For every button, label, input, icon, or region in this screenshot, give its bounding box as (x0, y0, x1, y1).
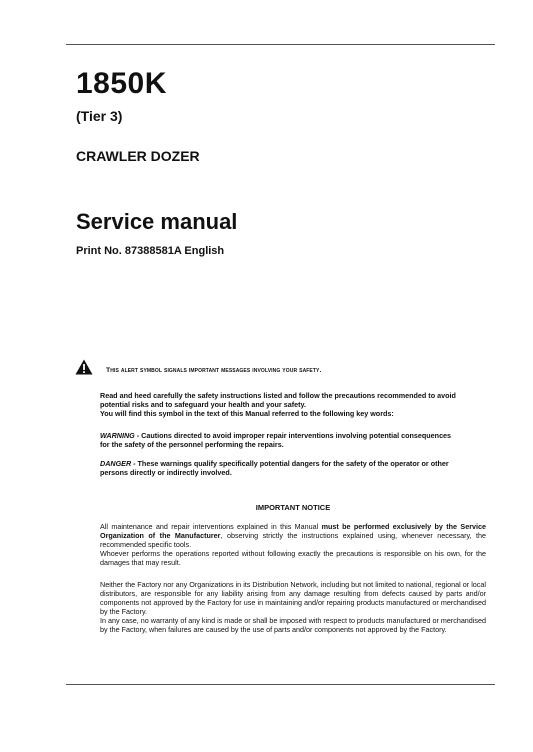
notice-emphasis: must be performed exclusively by the Service Organization of the Manufacturer (100, 522, 486, 540)
danger-definition (100, 459, 486, 477)
alert-symbol-heading: This alert symbol signals important messages involving your safety. (106, 367, 322, 374)
warning-text: - Cautions directed to avoid improper repair interventions involving potential consequences (134, 431, 452, 440)
notice-text: Neither the Factory nor any Organizations in its Distribution Network, including but not limited to national, regional or local distributors, are responsible for any liability arising from any damage resulting from defects caused by parts and/or components not approved by the Factory for use in maintaining and/or repairing products manufactured or merchandised by the Factory. (100, 580, 486, 616)
safety-intro-line: potential risks and to safeguard your health and your safety. (100, 400, 306, 409)
warning-triangle-icon (75, 359, 93, 375)
safety-intro-line: You will find this symbol in the text of this Manual referred to the following key words: (100, 409, 394, 418)
top-rule (66, 44, 495, 45)
notice-text: , observing strictly the instructions explained using, whenever necessary, the recommended specific tools. (100, 531, 486, 549)
document-title: Service manual (76, 209, 238, 234)
danger-keyword: DANGER (100, 459, 132, 468)
danger-text: - These warnings qualify specifically potential dangers for the safety of the operator or other (131, 459, 449, 468)
safety-intro-line: Read and heed carefully the safety instructions listed and follow the precautions recommended to avoid (100, 391, 456, 400)
notice-text: All maintenance and repair interventions explained in this Manual (100, 522, 322, 531)
warning-text: for the safety of the personnel performing the repairs. (100, 440, 284, 449)
danger-text: persons directly or indirectly involved. (100, 468, 232, 477)
model-number: 1850K (76, 67, 167, 100)
safety-intro (100, 391, 486, 418)
bottom-rule (66, 684, 495, 685)
machine-type: CRAWLER DOZER (76, 148, 200, 164)
print-number: Print No. 87388581A English (76, 245, 225, 257)
tier-label: (Tier 3) (76, 108, 123, 124)
notice-text: In any case, no warranty of any kind is made or shall be imposed with respect to products manufactured or merchandised by the Factory, when failures are caused by the use of parts and/or components not approved by the Factory. (100, 616, 486, 634)
warning-keyword: WARNING (100, 431, 135, 440)
notice-text: Whoever performs the operations reported without following exactly the precautions is responsible on his own, for the damages that may result. (100, 549, 486, 567)
important-notice-heading: IMPORTANT NOTICE (255, 503, 331, 512)
notice-paragraph-2 (100, 580, 486, 634)
warning-definition (100, 431, 486, 449)
notice-paragraph-1 (100, 522, 486, 567)
